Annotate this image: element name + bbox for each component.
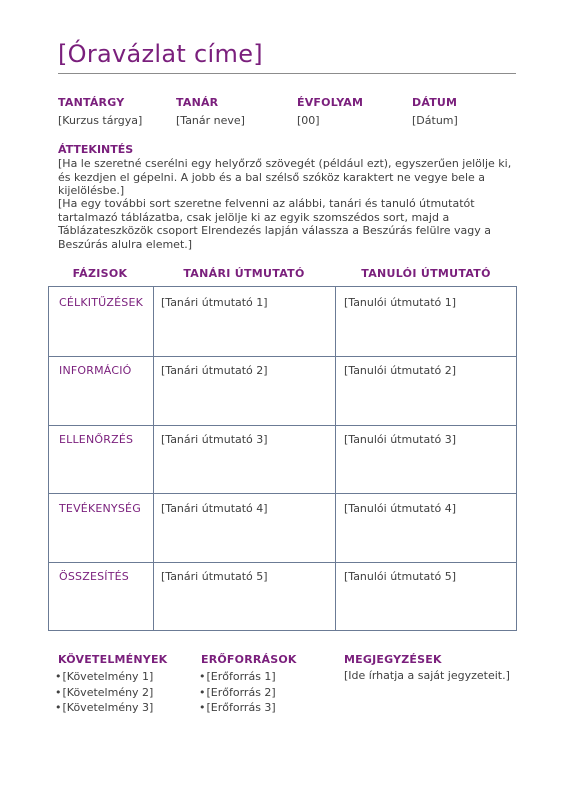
resources-list <box>199 669 276 716</box>
requirements-title: KÖVETELMÉNYEK <box>58 653 168 666</box>
column-header-student: TANULÓI ÚTMUTATÓ <box>361 267 491 280</box>
student-guide-cell[interactable]: [Tanulói útmutató 2] <box>344 364 457 377</box>
phase-cell: ELLENŐRZÉS <box>59 433 134 446</box>
list-item[interactable]: • [Erőforrás 2] <box>199 685 276 701</box>
phase-cell: CÉLKITŰZÉSEK <box>59 296 144 309</box>
date-label: DÁTUM <box>412 96 458 109</box>
overview-paragraph-2[interactable]: [Ha egy további sort szeretne felvenni az alábbi, tanári és tanuló útmutatót tartalmazó táblázatba, csak jelölje ki az egyik szomszédos sort, majd a Táblázateszközök csoport Elrendezés lapján válassza a Beszúrás felülre vagy a Beszúrás alulra elemet.] <box>58 197 492 251</box>
table-divider <box>335 287 336 630</box>
list-item[interactable]: • [Erőforrás 1] <box>199 669 276 685</box>
lesson-table <box>48 286 517 631</box>
subject-value[interactable]: [Kurzus tárgya] <box>58 114 143 127</box>
teacher-guide-cell[interactable]: [Tanári útmutató 5] <box>161 570 268 583</box>
teacher-label: TANÁR <box>176 96 219 109</box>
table-divider <box>49 425 516 426</box>
list-item[interactable]: • [Követelmény 3] <box>55 700 153 716</box>
teacher-value[interactable]: [Tanár neve] <box>176 114 245 127</box>
resources-title: ERŐFORRÁSOK <box>201 653 297 666</box>
student-guide-cell[interactable]: [Tanulói útmutató 3] <box>344 433 457 446</box>
phase-cell: TEVÉKENYSÉG <box>59 502 141 515</box>
student-guide-cell[interactable]: [Tanulói útmutató 4] <box>344 502 457 515</box>
title-divider <box>58 73 516 74</box>
notes-title: MEGJEGYZÉSEK <box>344 653 442 666</box>
date-value[interactable]: [Dátum] <box>412 114 458 127</box>
teacher-guide-cell[interactable]: [Tanári útmutató 1] <box>161 296 268 309</box>
teacher-guide-cell[interactable]: [Tanári útmutató 2] <box>161 364 268 377</box>
column-header-teacher: TANÁRI ÚTMUTATÓ <box>183 267 305 280</box>
overview-title: ÁTTEKINTÉS <box>58 143 134 156</box>
table-divider <box>49 562 516 563</box>
page-title[interactable]: [Óravázlat címe] <box>58 40 263 68</box>
column-header-phases: FÁZISOK <box>72 267 128 280</box>
grade-label: ÉVFOLYAM <box>297 96 364 109</box>
list-item[interactable]: • [Erőforrás 3] <box>199 700 276 716</box>
teacher-guide-cell[interactable]: [Tanári útmutató 3] <box>161 433 268 446</box>
list-item[interactable]: • [Követelmény 2] <box>55 685 153 701</box>
phase-cell: INFORMÁCIÓ <box>59 364 132 377</box>
phase-cell: ÖSSZESÍTÉS <box>59 570 129 583</box>
table-divider <box>153 287 154 630</box>
table-divider <box>49 493 516 494</box>
overview-paragraph-1[interactable]: [Ha le szeretné cserélni egy helyőrző szövegét (például ezt), egyszerűen jelölje ki, és kezdjen el gépelni. A jobb és a bal szélső szóköz karaktert ne vegye bele a kijelölésbe.] <box>58 157 512 198</box>
list-item[interactable]: • [Követelmény 1] <box>55 669 153 685</box>
table-divider <box>49 356 516 357</box>
student-guide-cell[interactable]: [Tanulói útmutató 1] <box>344 296 457 309</box>
notes-text[interactable]: [Ide írhatja a saját jegyzeteit.] <box>344 669 510 682</box>
student-guide-cell[interactable]: [Tanulói útmutató 5] <box>344 570 457 583</box>
grade-value[interactable]: [00] <box>297 114 320 127</box>
subject-label: TANTÁRGY <box>58 96 125 109</box>
teacher-guide-cell[interactable]: [Tanári útmutató 4] <box>161 502 268 515</box>
requirements-list <box>55 669 153 716</box>
